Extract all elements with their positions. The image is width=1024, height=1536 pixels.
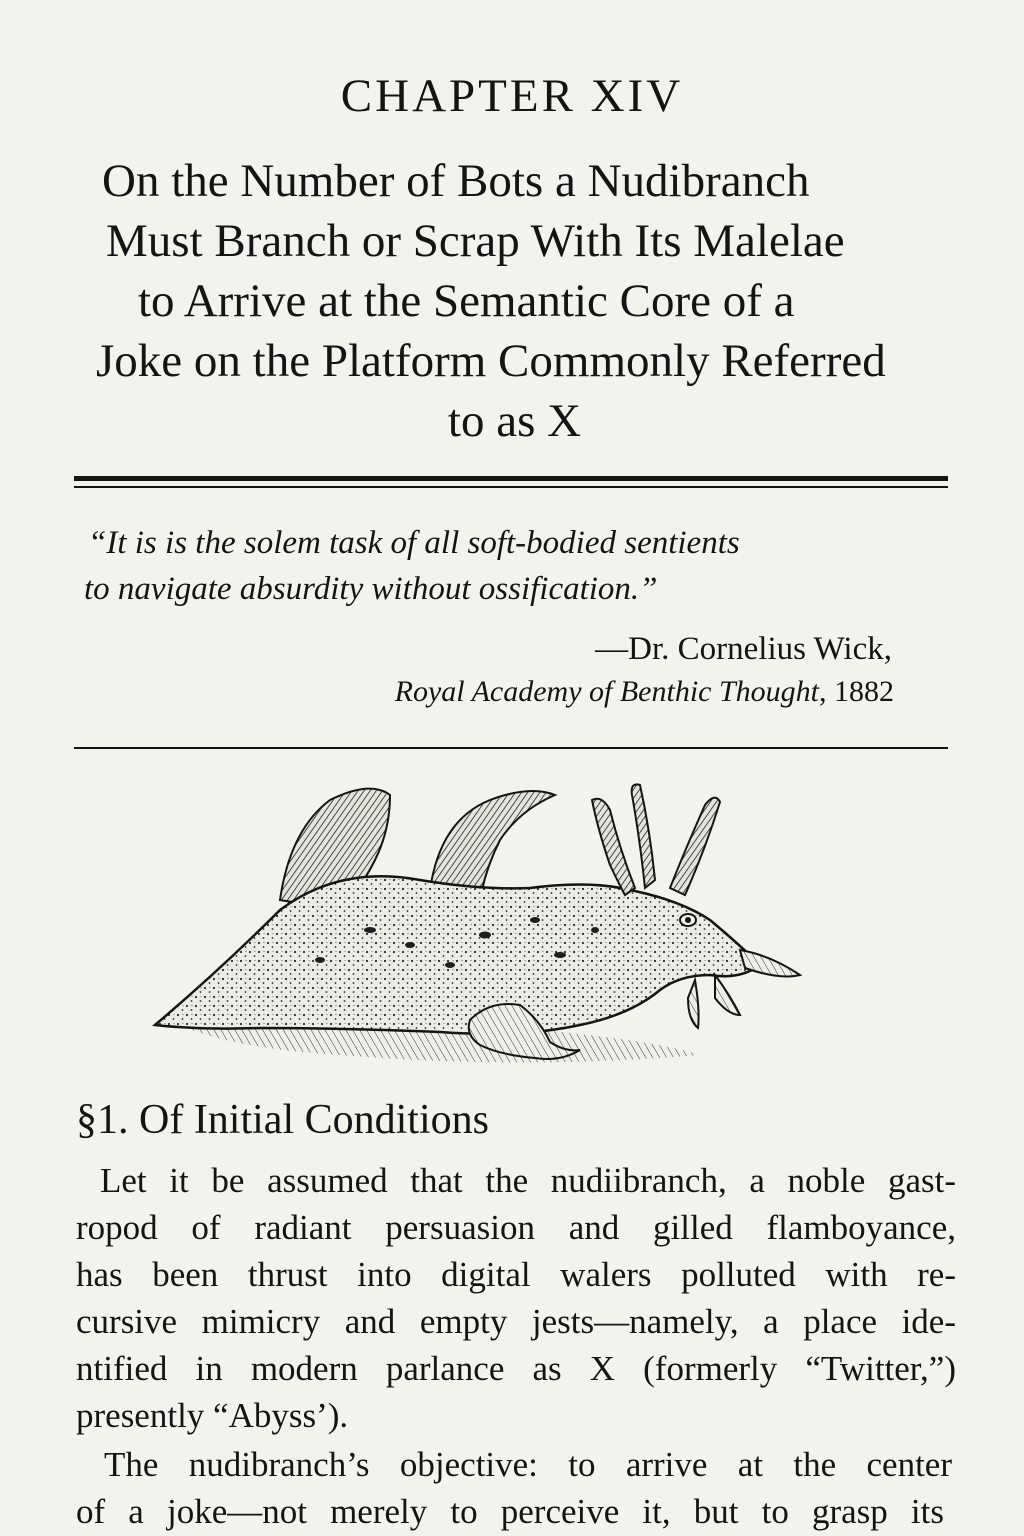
chapter-title-line: On the Number of Bots a Nudibranch bbox=[102, 155, 810, 207]
body-text-line: Let it be assumed that the nudiibranch, a noble gast- bbox=[100, 1161, 956, 1200]
epigraph-source-title: Royal Academy of Benthic Thought bbox=[394, 675, 819, 708]
oral-tentacle bbox=[688, 980, 699, 1028]
epigraph-author: —Dr. Cornelius Wick, bbox=[595, 631, 892, 667]
rhinophore-right bbox=[670, 798, 720, 895]
body-text-line: ntified in modern parlance as X (formerly “Twitter,”) bbox=[76, 1349, 956, 1388]
body-text-line: ropod of radiant persuasion and gilled flamboyance, bbox=[76, 1208, 956, 1247]
title-divider-thin bbox=[74, 486, 948, 488]
epigraph-divider bbox=[74, 747, 948, 749]
chapter-label: CHAPTER XIV bbox=[340, 70, 684, 122]
body-text-line: has been thrust into digital walers polluted with re- bbox=[76, 1255, 956, 1294]
chapter-title-line: to as X bbox=[447, 395, 582, 447]
body-text-line: of a joke—not merely to perceive it, but to grasp its bbox=[76, 1492, 944, 1531]
chapter-title-line: Joke on the Platform Commonly Referred bbox=[96, 335, 886, 387]
chapter-title-line: to Arrive at the Semantic Core of a bbox=[138, 275, 795, 327]
body-text-line: The nudibranch’s objective: to arrive at the center bbox=[104, 1445, 952, 1484]
chapter-title-line: Must Branch or Scrap With Its Malelae bbox=[106, 215, 845, 267]
section-heading: §1. Of Initial Conditions bbox=[76, 1097, 489, 1143]
title-divider-thick bbox=[74, 476, 948, 481]
oral-tentacle bbox=[715, 975, 740, 1015]
rhinophore-middle bbox=[632, 784, 655, 888]
epigraph-source bbox=[395, 672, 894, 712]
body-text-line: presently “Abyss’). bbox=[76, 1396, 349, 1435]
body bbox=[155, 876, 760, 1034]
nudibranch-illustration-icon bbox=[140, 770, 820, 1080]
epigraph-line: “It is is the solem task of all soft-bodied sentients bbox=[88, 525, 740, 561]
rhinophore-left bbox=[592, 799, 635, 895]
body-text-line: cursive mimicry and empty jests—namely, a place ide- bbox=[76, 1302, 956, 1341]
epigraph-source-year: , 1882 bbox=[819, 675, 894, 708]
epigraph-line: to navigate absurdity without ossification.” bbox=[84, 571, 658, 607]
